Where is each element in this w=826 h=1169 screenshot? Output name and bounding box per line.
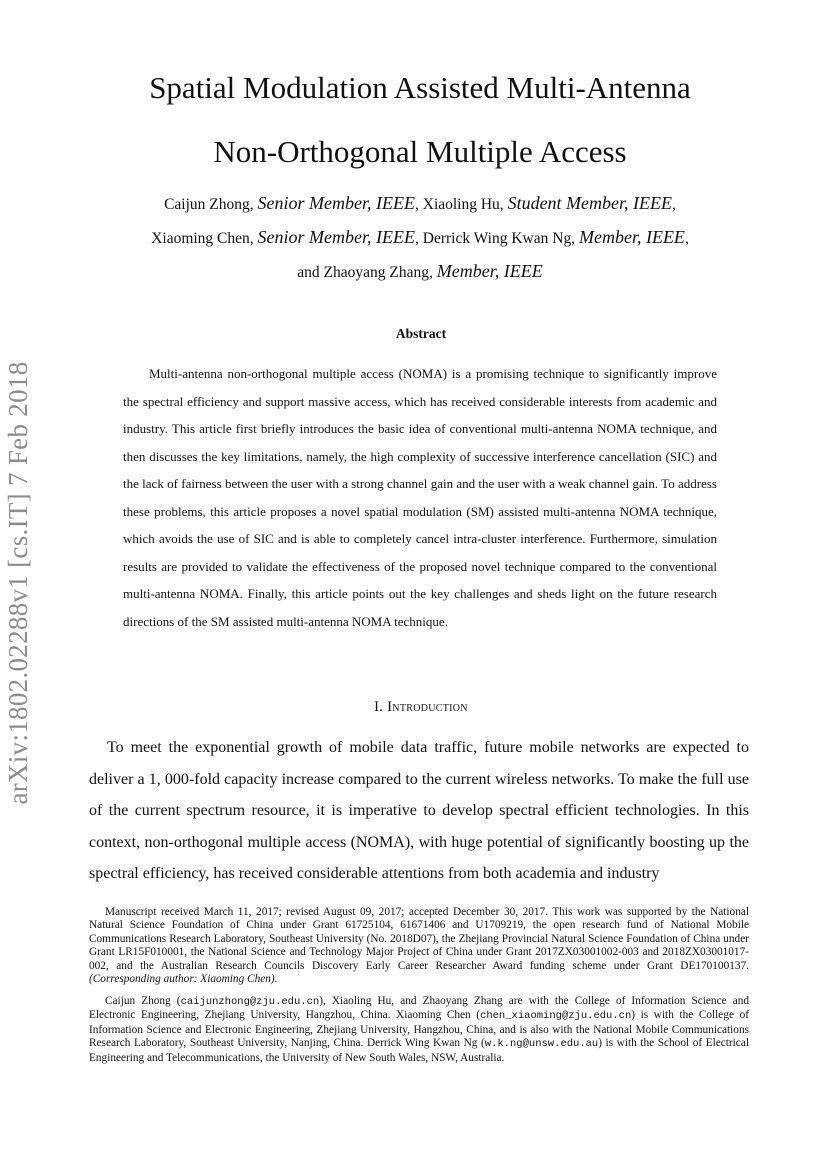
email-link[interactable]: w.k.ng@unsw.edu.au	[484, 1038, 599, 1051]
author-name: and Zhaoyang Zhang,	[297, 264, 433, 281]
author-role: Senior Member, IEEE	[257, 227, 415, 247]
footnote-affiliations: Caijun Zhong (caijunzhong@zju.edu.cn), Xiaoling Hu, and Zhaoyang Zhang are with the College of Information Science and Electronic Engineering, Zhejiang University, Hangzhou, China. Xiaoming Chen (chen_xiaoming@zju.edu.cn) is with the College of Information Science and Electronic Engineering, Zhejiang University, Hangzhou, China, and is also with the National Mobile Communications Research Laboratory, Southeast University, Nanjing, China. Derrick Wing Kwan Ng (w.k.ng@unsw.edu.au) is with the School of Electrical Engineering and Telecommunications, the University of New South Wales, NSW, Australia.	[89, 995, 749, 1064]
author-list: Caijun Zhong, Senior Member, IEEE, Xiaoling Hu, Student Member, IEEE, Xiaoming Chen, Senior Member, IEEE, Derrick Wing Kwan Ng, Member, IEEE, and Zhaoyang Zhang, Member, IEEE	[151, 193, 689, 281]
section-heading	[0, 699, 826, 716]
author-name: Xiaoming Chen,	[151, 230, 254, 247]
author-role: Member, IEEE	[436, 261, 543, 281]
author-name: Caijun Zhong,	[164, 196, 254, 213]
title-line-1: Spatial Modulation Assisted Multi-Antenna	[149, 70, 691, 105]
section-title: Introduction	[387, 699, 468, 715]
author-role: Senior Member, IEEE	[257, 193, 415, 213]
author-name: Xiaoling Hu,	[422, 196, 504, 213]
section-number: I.	[374, 699, 384, 715]
introduction-paragraph: To meet the exponential growth of mobile data traffic, future mobile networks are expected to deliver a 1, 000-fold capacity increase compared to the current wireless networks. To make the full use of the current spectrum resource, it is imperative to develop spectral efficient technologies. In this context, non-orthogonal multiple access (NOMA), with huge potential of significantly boosting up the spectral efficiency, has received considerable attentions from both academia and industry	[89, 739, 750, 882]
email-link[interactable]: chen_xiaoming@zju.edu.cn	[480, 1010, 632, 1023]
abstract-heading: Abstract	[395, 326, 447, 341]
email-link[interactable]: caijunzhong@zju.edu.cn	[180, 996, 320, 1008]
author-name: Derrick Wing Kwan Ng,	[422, 230, 576, 247]
abstract-text: Multi-antenna non-orthogonal multiple access (NOMA) is a promising technique to significantly improve the spectral efficiency and support massive access, which has received considerable interests from academic and industry. This article first briefly introduces the basic idea of conventional multi-antenna NOMA technique, and then discusses the key limitations, namely, the high complexity of successive interference cancellation (SIC) and the lack of fairness between the user with a strong channel gain and the user with a weak channel gain. To address these problems, this article proposes a novel spatial modulation (SM) assisted multi-antenna NOMA technique, which avoids the use of SIC and is able to completely cancel intra-cluster interference. Furthermore, simulation results are provided to validate the effectiveness of the proposed novel technique compared to the conventional multi-antenna NOMA. Finally, this article points out the key challenges and sheds light on the future research directions of the SM assisted multi-antenna NOMA technique.	[123, 366, 717, 629]
corresponding-author: (Corresponding author: Xiaoming Chen).	[89, 973, 278, 986]
footnote-manuscript: Manuscript received March 11, 2017; revised August 09, 2017; accepted December 30, 2017. This work was supported by the National Natural Science Foundation of China under Grant 61725104, 61671406 and U1709219, the open research fund of National Mobile Communications Research Laboratory, Southeast University (No. 2018D07), the Zhejiang Provincial Natural Science Foundation of China under Grant LR15F010001, the National Science and Technology Major Project of China under Grant 2017ZX03001002-003 and 2018ZX03001017-002, and the Australian Research Councils Discovery Early Career Researcher Award funding scheme under Grant DE170100137. (Corresponding author: Xiaoming Chen).	[89, 906, 749, 986]
author-role: Member, IEEE	[578, 227, 685, 247]
title-line-2: Non-Orthogonal Multiple Access	[213, 134, 627, 169]
arxiv-identifier: arXiv:1802.02288v1 [cs.IT] 7 Feb 2018	[3, 361, 33, 805]
author-role: Student Member, IEEE	[507, 193, 673, 213]
capacity-number: 1, 000	[148, 770, 189, 788]
